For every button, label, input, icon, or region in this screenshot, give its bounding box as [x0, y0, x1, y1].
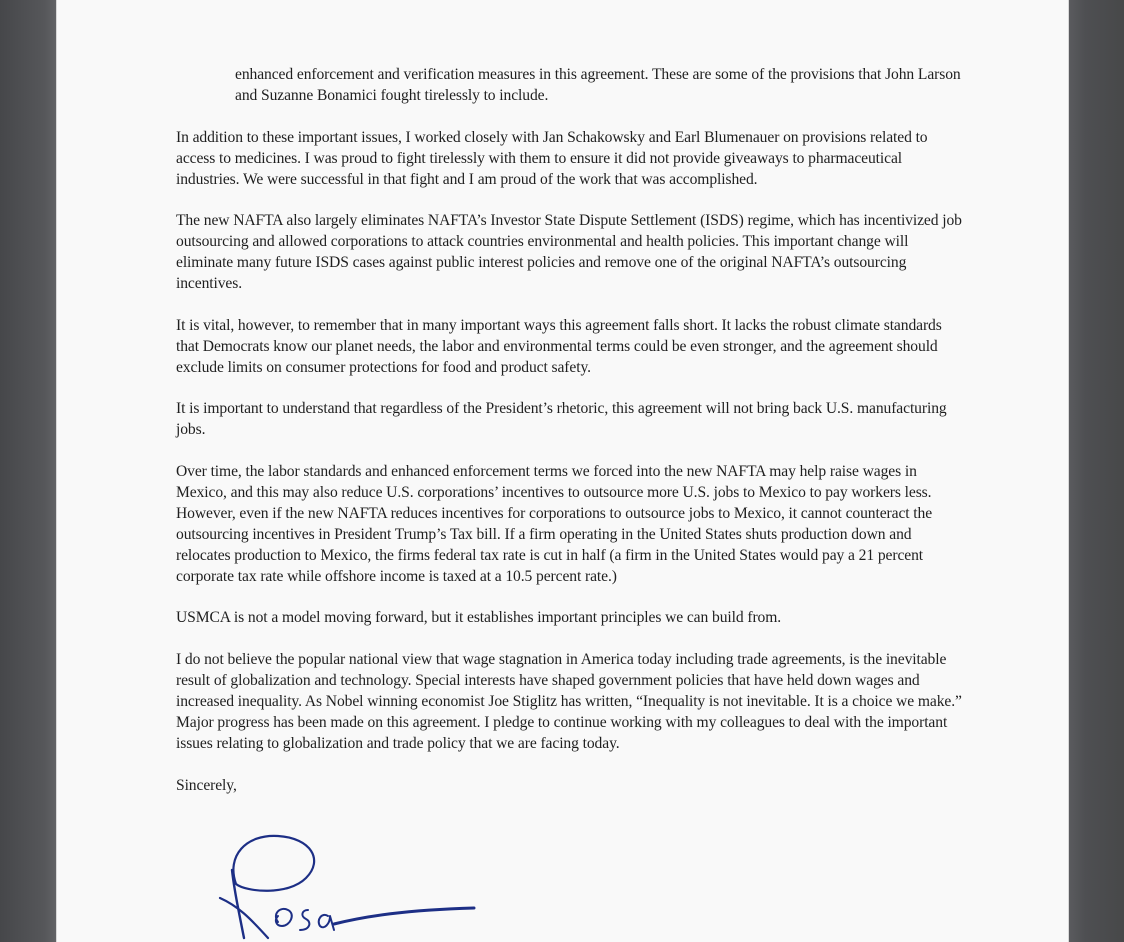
letter-body [176, 65, 966, 817]
paragraph-8: I do not believe the popular national view that wage stagnation in America today including trade agreements, is the inevitable result of globalization and technology. Special interests have shaped government policies that have held down wages and increased inequality. As Nobel winning economist Joe Stiglitz has written, “Inequality is not inevitable. It is a choice we make.” Major progress has been made on this agreement. I pledge to continue working with my colleagues to deal with the important issues relating to globalization and trade policy that we are facing today. [176, 651, 962, 752]
closing-salutation: Sincerely, [176, 776, 237, 794]
document-page [56, 0, 1069, 942]
paragraph-3: The new NAFTA also largely eliminates NAFTA’s Investor State Dispute Settlement (ISDS) regime, which has incentivized job outsourcing and allowed corporations to attack countries environmental and health policies. This important change will eliminate many future ISDS cases against public interest policies and remove one of the original NAFTA’s outsourcing incentives. [176, 212, 962, 293]
handwritten-signature [216, 826, 486, 942]
viewer-right-margin [1069, 0, 1124, 942]
paragraph-2: In addition to these important issues, I worked closely with Jan Schakowsky and Earl Blumenauer on provisions related to access to medicines. I was proud to fight tirelessly with them to ensure it did not provide giveaways to pharmaceutical industries. We were successful in that fight and I am proud of the work that was accomplished. [176, 128, 928, 188]
paragraph-4: It is vital, however, to remember that in many important ways this agreement falls short. It lacks the robust climate standards that Democrats know our planet needs, the labor and environmental terms could be even stronger, and the agreement should exclude limits on consumer protections for food and product safety. [176, 316, 942, 376]
paragraph-6: Over time, the labor standards and enhanced enforcement terms we forced into the new NAFTA may help raise wages in Mexico, and this may also reduce U.S. corporations’ incentives to outsource more U.S. jobs to Mexico to pay workers less. However, even if the new NAFTA reduces incentives for corporations to outsource jobs to Mexico, it cannot counteract the outsourcing incentives in President Trump’s Tax bill. If a firm operating in the United States shuts production down and relocates production to Mexico, the firms federal tax rate is cut in half (a firm in the United States would pay a 21 percent corporate tax rate while offshore income is taxed at a 10.5 percent rate.) [176, 463, 933, 585]
paragraph-1: enhanced enforcement and verification measures in this agreement. These are some of the provisions that John Larson and Suzanne Bonamici fought tirelessly to include. [235, 66, 961, 104]
paragraph-7: USMCA is not a model moving forward, but it establishes important principles we can build from. [176, 609, 782, 627]
paragraph-5: It is important to understand that regardless of the President’s rhetoric, this agreement will not bring back U.S. manufacturing jobs. [176, 400, 947, 439]
viewer-left-margin [0, 0, 56, 942]
